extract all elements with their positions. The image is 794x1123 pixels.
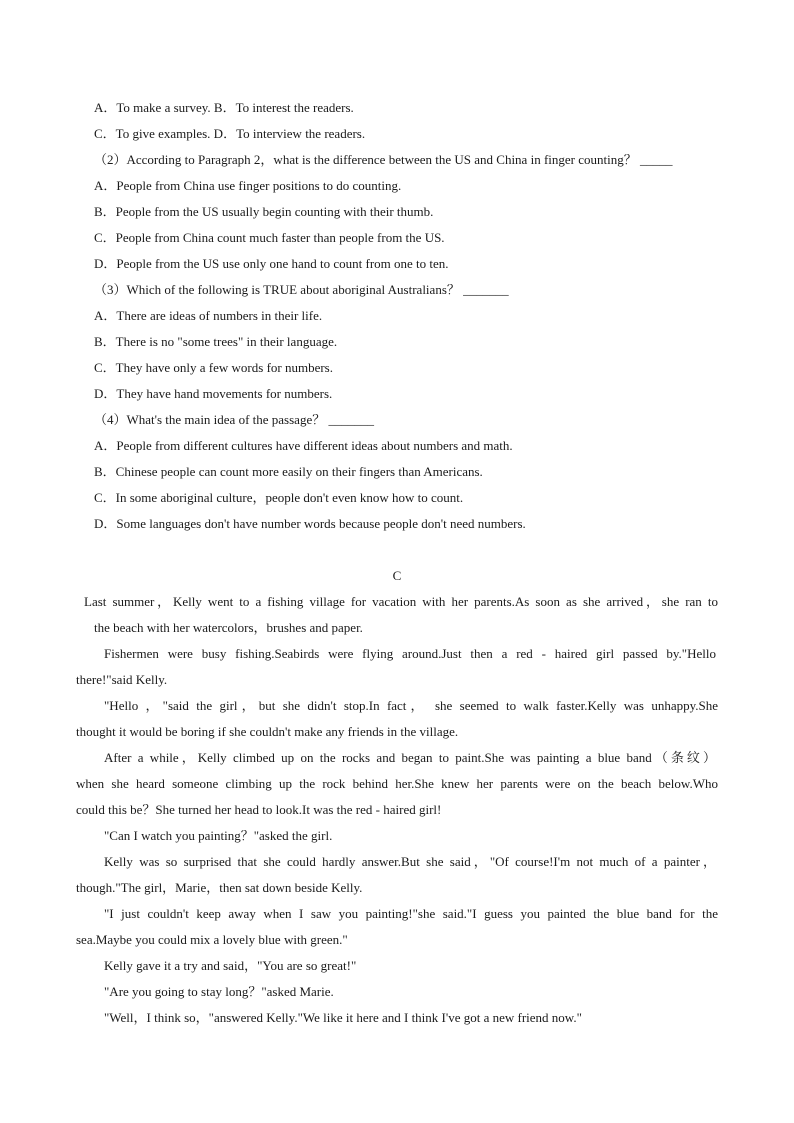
- passage-line: Last summer，Kelly went to a fishing village for vacation with her parents.As soon as she arrived，she ran to: [84, 594, 718, 609]
- section-heading: C: [392, 568, 402, 583]
- q1-options-line-1: A．To make a survey. B．To interest the readers.: [94, 100, 354, 115]
- passage-line: thought it would be boring if she couldn't make any friends in the village.: [76, 724, 459, 739]
- passage-line: though."The girl，Marie，then sat down beside Kelly.: [76, 880, 363, 895]
- q3-option-a: A．There are ideas of numbers in their life.: [94, 308, 323, 323]
- q4-option-d: D．Some languages don't have number words because people don't need numbers.: [94, 516, 526, 531]
- passage-line: the beach with her watercolors，brushes and paper.: [94, 620, 363, 635]
- q1-options-line-2: C．To give examples. D．To interview the readers.: [94, 126, 366, 141]
- passage-line: there!"said Kelly.: [76, 672, 168, 687]
- q4-option-c: C．In some aboriginal culture，people don't even know how to count.: [94, 490, 464, 505]
- passage-line: "Are you going to stay long？"asked Marie.: [104, 984, 334, 999]
- passage-line: "I just couldn't keep away when I saw you painting!"she said."I guess you painted the blue band for the: [104, 906, 718, 921]
- passage-line: "Well，I think so，"answered Kelly."We like it here and I think I've got a new friend now.": [104, 1010, 582, 1025]
- q3-option-d: D．They have hand movements for numbers.: [94, 386, 333, 401]
- q2-option-c: C．People from China count much faster than people from the US.: [94, 230, 445, 245]
- q3-option-b: B．There is no "some trees" in their language.: [94, 334, 338, 349]
- passage-line: when she heard someone climbing up the rock behind her.She knew her parents were on the beach below.Who: [76, 776, 718, 791]
- passage-line: "Can I watch you painting？"asked the girl.: [104, 828, 333, 843]
- q3-option-c: C．They have only a few words for numbers.: [94, 360, 333, 375]
- q2-option-b: B．People from the US usually begin counting with their thumb.: [94, 204, 434, 219]
- passage-line: could this be？She turned her head to look.It was the red - haired girl!: [76, 802, 442, 817]
- passage-line: Kelly gave it a try and said，"You are so great!": [104, 958, 357, 973]
- q2-option-d: D．People from the US use only one hand to count from one to ten.: [94, 256, 449, 271]
- passage-line: After a while，Kelly climbed up on the rocks and began to paint.She was painting a blue band（条纹）: [104, 750, 716, 765]
- passage-line: Kelly was so surprised that she could hardly answer.But she said，"Of course!I'm not much of a painter，: [104, 854, 716, 869]
- passage-line: Fishermen were busy fishing.Seabirds were flying around.Just then a red - haired girl passed by."Hello: [104, 646, 716, 661]
- q4-option-b: B．Chinese people can count more easily on their fingers than Americans.: [94, 464, 483, 479]
- q2-stem: （2）According to Paragraph 2，what is the difference between the US and China in finger counting？ _____: [94, 152, 673, 167]
- passage-line: sea.Maybe you could mix a lovely blue with green.": [76, 932, 348, 947]
- q3-stem: （3）Which of the following is TRUE about aboriginal Australians？ _______: [94, 282, 509, 297]
- q4-stem: （4）What's the main idea of the passage？ _______: [94, 412, 374, 427]
- passage-line: "Hello ，"said the girl，but she didn't stop.In fact， she seemed to walk faster.Kelly was unhappy.She: [104, 698, 718, 713]
- q2-option-a: A．People from China use finger positions to do counting.: [94, 178, 402, 193]
- q4-option-a: A．People from different cultures have different ideas about numbers and math.: [94, 438, 513, 453]
